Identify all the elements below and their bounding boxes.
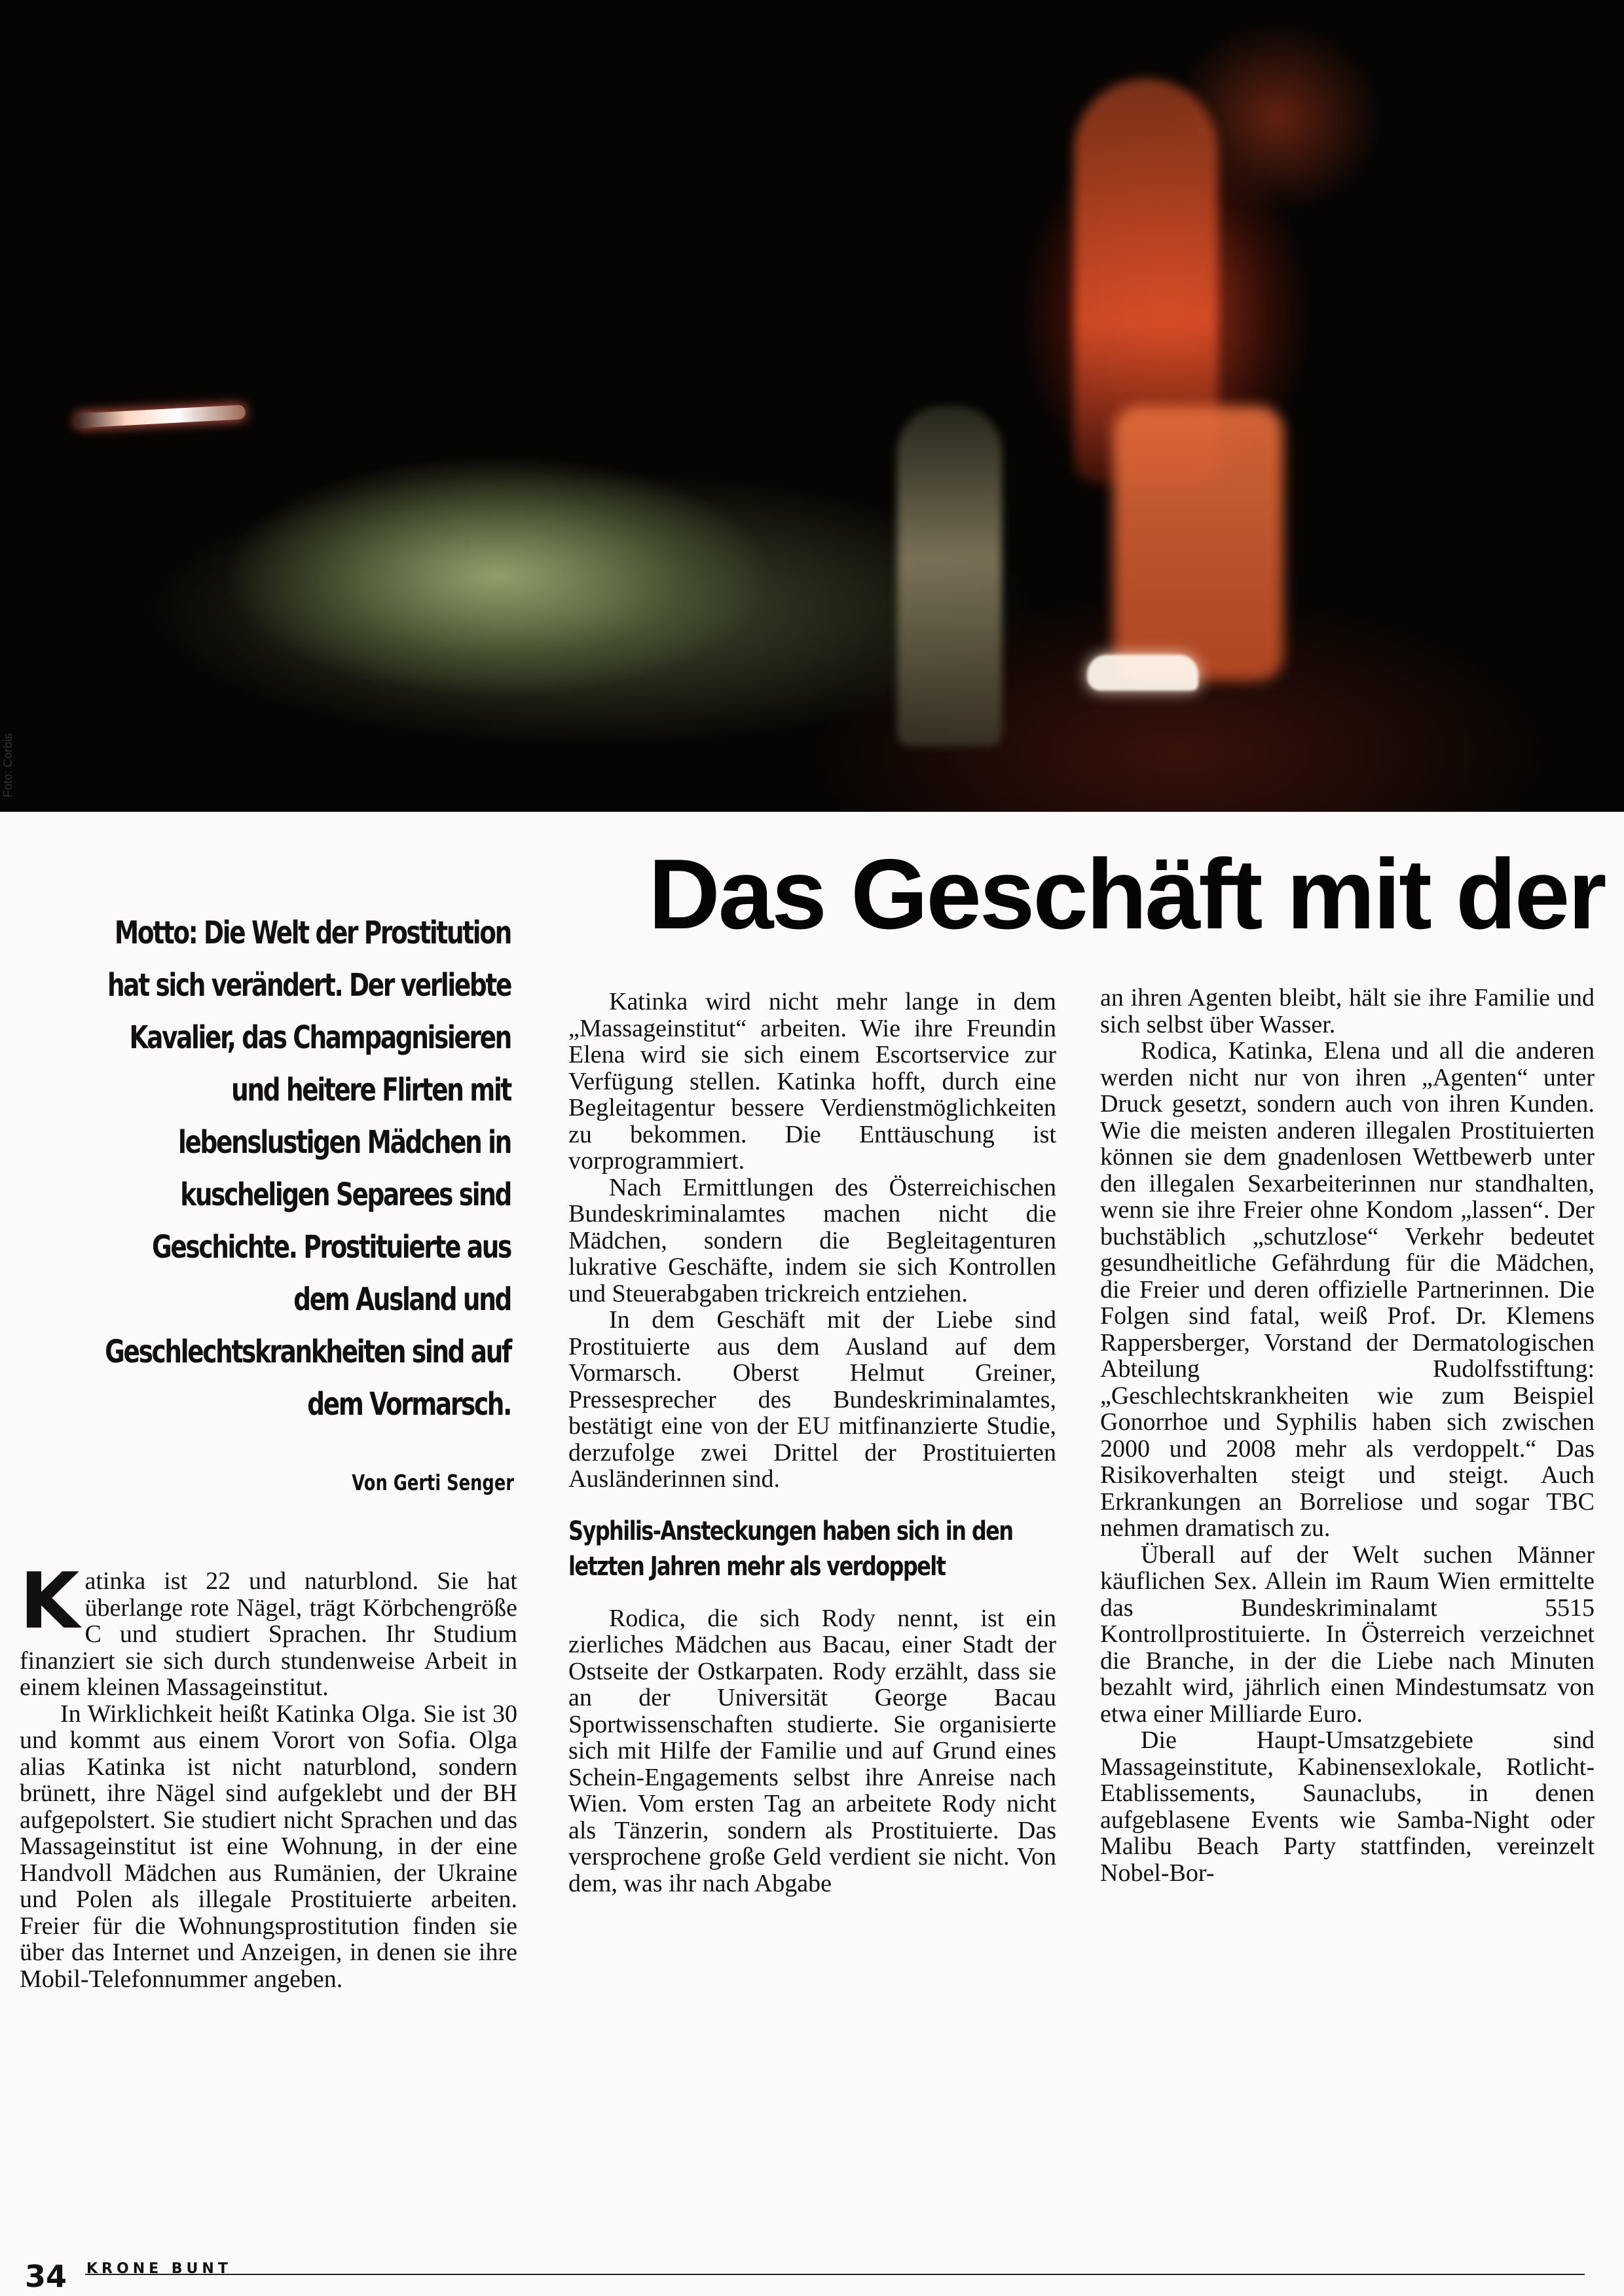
text-column-1 [20,1556,517,1993]
headline: Das Geschäft mit der [648,839,1605,950]
photo-figure-left [897,406,1002,746]
paragraph: Die Haupt-Umsatzgebiete sind Massageinstitute, Kabinensexlokale, Rotlicht-Etablissements, Saunaclubs, in denen aufgeblasene Events wie Samba-Night oder Malibu Beach Party stattfinden, vereinzelt Nobel-Bor- [1100,1726,1595,1887]
paragraph: In Wirklichkeit heißt Katinka Olga. Sie ist 30 und kommt aus einem Vorort von Sofia. Olga alias Katinka ist nicht naturblond, sondern brünett, ihre Nägel sind aufgeklebt und der BH aufgepolstert. Sie studiert nicht Sprachen und das Massageinstitut ist eine Wohnung, in der eine Handvoll Mädchen aus Rumänien, der Ukraine und Polen als illegale Prostituierte arbeiten. Freier für die Wohnungsprostitution finden sie über das Internet und Anzeigen, in denen sie ihre Mobil-Telefonnummer angeben. [20,1700,517,1993]
light-streak [75,405,246,428]
byline: Von Gerti Senger [352,1470,514,1495]
paragraph: an ihren Agenten bleibt, hält sie ihre Familie und sich selbst über Wasser. [1100,984,1595,1038]
paragraph: Rodica, die sich Rody nennt, ist ein zierliches Mädchen aus Bacau, einer Stadt der Ostseite der Ostkarpaten. Rody erzählt, dass sie an der Universität George Bacau Sportwissenschaften studierte. Sie organisierte sich mit Hilfe der Familie und auf Grund eines Schein-Engagements selbst ihre Anreise nach Wien. Vom ersten Tag an arbeitete Rody nicht als Tänzerin, sondern als Prostituierte. Das versprochene große Geld verdient sie nicht. Von dem, was ihr nach Abgabe [568,1604,1056,1897]
paragraph: Nach Ermittlungen des Österreichischen Bundeskriminalamtes machen nicht die Mädchen, sondern die Begleitagenturen lukrative Geschäfte, indem sie sich Kontrollen und Steuerabgaben trickreich entziehen. [568,1173,1056,1307]
footer-rule [85,2274,1585,2275]
photo-credit: Foto: Corbis [1,733,14,798]
paragraph: Katinka wird nicht mehr lange in dem „Massageinstitut“ arbeiten. Wie ihre Freundin Elena wird sie sich einem Escortservice zur Verfügung stellen. Katinka hofft, durch eine Begleitagentur bessere Verdienstmöglichkeiten zu bekommen. Die Enttäuschung ist vorprogrammiert. [568,988,1056,1175]
subheading: Syphilis-Ansteckungen haben sich in den letzten Jahren mehr als verdoppelt [568,1516,1013,1582]
drop-cap: K [20,1556,80,1646]
hero-photo [0,0,1624,812]
page-number: 34 [25,2259,67,2294]
intro-deck: Motto: Die Welt der Prostitution hat sich verändert. Der verliebte Kavalier, das Champagnisieren und heitere Flirten mit lebenslustigen Mädchen in kuscheligen Separees sind Geschichte. Prostituierte aus dem Ausland und Geschlechtskrankheiten sind auf dem Vormarsch. [105,915,511,1423]
text-column-2 [568,989,1056,1897]
paragraph: Rodica, Katinka, Elena und all die anderen werden nicht nur von ihren „Agenten“ unter Druck gesetzt, sondern auch von ihren Kunden. Wie die meisten anderen illegalen Prostituierten können sie dem gnadenlosen Wettbewerb unter den illegalen Sexarbeiterinnen nur standhalten, wenn sie ihre Freier ohne Kondom „lassen“. Der buchstäblich „schutzlose“ Verkehr bedeutet gesundheitliche Gefährdung für die Mädchen, die Freier und deren offizielle Partnerinnen. Die Folgen sind fatal, weiß Prof. Dr. Klemens Rappersberger, Vorstand der Dermatologischen Abteilung Rudolfsstiftung: „Geschlechtskrankheiten wie zum Beispiel Gonorrhoe und Syphilis haben sich zwischen 2000 und 2008 mehr als verdoppelt.“ Das Risikoverhalten steigt und steigt. Auch Erkrankungen an Borreliose und sogar TBC nehmen dramatisch zu. [1100,1037,1595,1542]
paragraph: In dem Geschäft mit der Liebe sind Prostituierte aus dem Ausland auf dem Vormarsch. Oberst Helmut Greiner, Pressesprecher des Bundeskriminalamtes, bestätigt eine von der EU mitfinanzierte Studie, derzufolge zwei Drittel der Prostituierten Ausländerinnen sind. [568,1306,1056,1493]
text-column-3 [1100,985,1595,1886]
paragraph: Überall auf der Welt suchen Männer käuflichen Sex. Allein im Raum Wien ermittelte das Bundeskriminalamt 5515 Kontrollprostituierte. In Österreich verzeichnet die Branche, in der die Liebe nach Minuten bezahlt wird, jährlich einen Mindestumsatz von etwa einer Milliarde Euro. [1100,1540,1595,1728]
paragraph: Katinka ist 22 und naturblond. Sie hat überlange rote Nägel, trägt Körbchengröße C und studiert Sprachen. Ihr Studium finanziert sie sich durch stundenweise Arbeit in einem kleinen Massageinstitut. [20,1556,517,1701]
photo-figure-legs [1113,406,1283,681]
masthead: KRONE BUNT [86,2261,232,2277]
photo-shoe [1087,655,1198,691]
